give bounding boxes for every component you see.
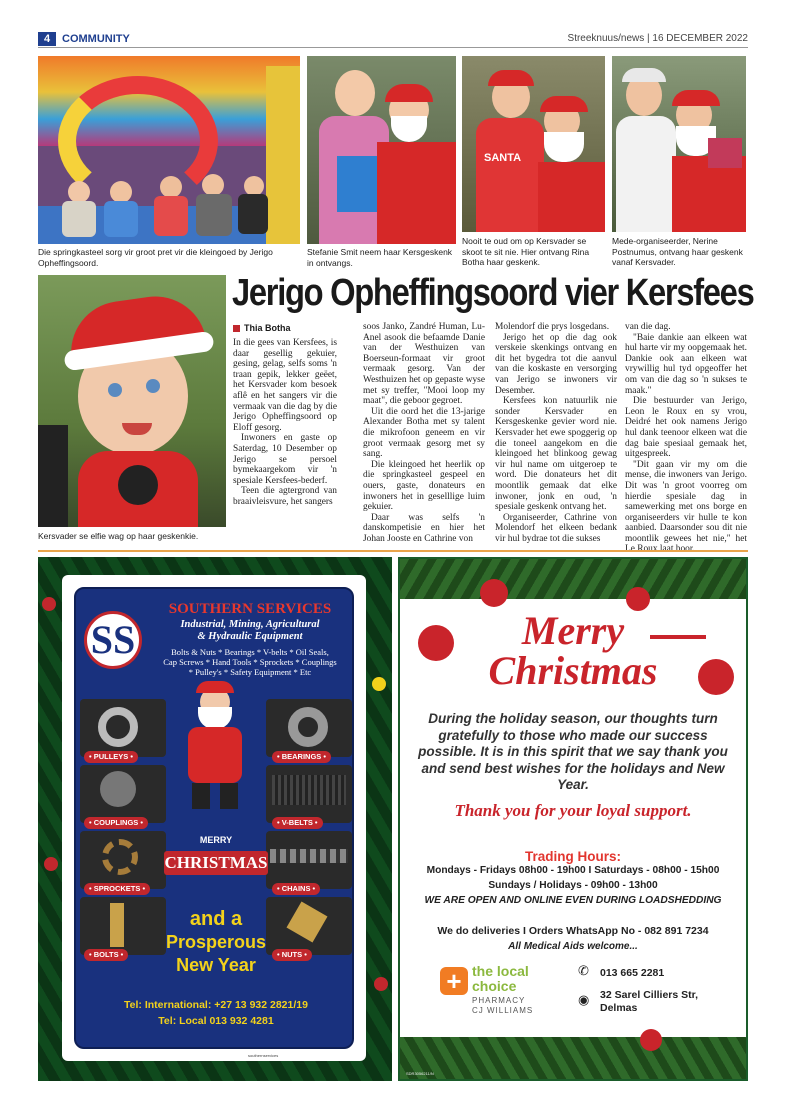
label-nuts: • NUTS •	[272, 949, 312, 961]
ornament-icon	[626, 587, 650, 611]
shirt-text: SANTA	[484, 152, 522, 164]
tel-local: Tel: Local 013 932 4281	[158, 1015, 274, 1027]
photo-elf-child	[38, 275, 226, 527]
advert-local-choice	[398, 557, 748, 1081]
merry-text: Merry	[521, 608, 625, 653]
product-line: * Pulley's * Safety Equipment * Etc	[188, 667, 312, 677]
thank-you-text: Thank you for your loyal support.	[454, 801, 692, 820]
location-pin-icon: ◉	[578, 993, 590, 1008]
article-headline: Jerigo Opheffingsoord vier Kersfees	[232, 272, 754, 314]
company-subtitle	[146, 619, 354, 643]
article-column-3	[495, 322, 617, 544]
tile-pulleys	[80, 699, 166, 757]
caption-nerine-postnumus: Mede-organiseerder, Nerine Postnumus, ontvang haar geskenk vanaf Kersvader.	[612, 236, 743, 267]
tile-couplings	[80, 765, 166, 823]
phone-number: 013 665 2281	[600, 967, 665, 979]
label-sprockets: • SPROCKETS •	[84, 883, 150, 895]
ornament-icon	[480, 579, 508, 607]
caption-stefanie-smit: Stefanie Smit neem haar Kersgeskenk in ontvangs.	[307, 247, 453, 268]
paragraph: van die dag.	[625, 322, 671, 332]
prosperous-line: Prosperous	[165, 932, 267, 952]
label-bearings: • BEARINGS •	[272, 751, 331, 763]
label-couplings: • COUPLINGS •	[84, 817, 148, 829]
caption-rina-botha: Nooit te oud om op Kersvader se skoot te sit nie. Hier ontvang Rina Botha haar geskenk.	[462, 236, 590, 267]
product-list	[146, 647, 354, 677]
paragraph: Inwoners en gaste op Saterdag, 10 Desember op Jerigo se persoel bymekaargekom vir 'n spesiale Kersfees-bederf.	[233, 433, 337, 486]
byline-marker	[233, 325, 240, 332]
advert-code: SDR3056211/N	[406, 1071, 434, 1076]
address-line-1: 32 Sarel Cilliers Str,	[600, 989, 699, 1001]
paragraph: Organiseerder, Cathrine von Molendorf het elkeen bedank vir hul bydrae tot die sukses	[495, 512, 617, 544]
deliveries-text: We do deliveries I Orders WhatsApp No - 082 891 7234	[437, 925, 709, 937]
ornament-icon	[640, 1029, 662, 1051]
label-pulleys: • PULLEYS •	[84, 751, 138, 763]
subtitle-line: & Hydraulic Equipment	[197, 631, 303, 642]
paragraph: soos Janko, Zandré Human, Lu-Anel asook die befaamde Danie van der Westhuizen van Boerseun-formaat vir groot vermaak gesorg. Van der Westhuizen het op gepaste wyse met sy treffer, "Mooi loop my maat", die geboor gegroet.	[363, 322, 485, 407]
and-a-text: and a	[189, 908, 243, 930]
paragraph: Molendorf die prys losgedans.	[495, 322, 610, 332]
section-name: COMMUNITY	[62, 33, 130, 45]
santa-figure	[180, 681, 250, 809]
article-byline	[233, 323, 291, 333]
article-column-2	[363, 322, 485, 544]
garland-top	[400, 559, 746, 599]
paragraph: In die gees van Kersfees, is daar gesellig gekuier, gesing, gelag, selfs soms 'n traan gepik, lekker geëet, het Kersvader kom besoek aflê en het sangers vir die vermaak van die dag by die Jerigo Opheffingsoord op Eloff gesorg.	[233, 338, 337, 433]
christmas-text: Christmas	[488, 648, 658, 693]
merry-text: MERRY	[199, 835, 233, 845]
paragraph: Teen die agtergrond van braaivleisvure, het sangers	[233, 486, 337, 507]
photo-nerine-postnumus	[612, 56, 746, 232]
tile-sprockets	[80, 831, 166, 889]
pharmacy-plus-icon: +	[440, 967, 468, 995]
brand-line-1: the local	[472, 963, 529, 979]
label-bolts: • BOLTS •	[84, 949, 128, 961]
prosperous-text	[164, 931, 268, 977]
article-column-1	[233, 338, 337, 508]
brand-pharmacy: PHARMACY	[472, 996, 526, 1005]
address-line-2: Delmas	[600, 1002, 638, 1014]
page-header	[38, 30, 748, 48]
tile-nuts	[266, 897, 352, 955]
advert-southern-services	[38, 557, 392, 1081]
page-number: 4	[38, 32, 56, 46]
advert-panel	[74, 587, 354, 1049]
paragraph: Die bestuurder van Jerigo, Leon le Roux en sy vrou, Deidré het ook namens Jerigo hul dank teenoor elkeen wat die dag baie spesiaal gemaak het, uitgespreek.	[625, 396, 747, 460]
publication-date: Streeknuus/news | 16 DECEMBER 2022	[567, 33, 748, 44]
new-year-line: New Year	[176, 955, 256, 975]
caption-elf-child: Kersvader se elfie wag op haar geskenkie.	[38, 531, 199, 541]
brand-cj-williams: CJ WILLIAMS	[472, 1006, 534, 1015]
paragraph: "Dit gaan vir my om die mense, die inwoners van Jerigo. Dit was 'n groot voorreg om hierdie spesiale dag in samewerking met ons borge en organiseerders vir hulle te kon aanbied. Daarsonder sou dit nie moontlik gewees het nie," het	[625, 459, 747, 544]
paragraph: Kersfees kon natuurlik nie sonder Kersvader en Kersgeskenke gevier word nie. Kersvader het ewe spoggerig op die toneel aangekom en die kleingoed het blinkoog gewag vir hul name om uitgeroep te word. Die donateurs het dit moontlik gemaak dat elke inwoner, jonk en oud, 'n spesiale geskenk ontvang het.	[495, 396, 617, 513]
tel-international: Tel: International: +27 13 932 2821/19	[124, 999, 308, 1011]
tile-chains	[266, 831, 352, 889]
section-divider	[38, 550, 748, 552]
tile-bearings	[266, 699, 352, 757]
christmas-banner: CHRISTMAS	[164, 851, 268, 875]
hours-loadshedding: WE ARE OPEN AND ONLINE EVEN DURING LOADSHEDDING	[424, 895, 722, 906]
label-vbelts: • V-BELTS •	[272, 817, 323, 829]
subtitle-line: Industrial, Mining, Agricultural	[180, 619, 320, 630]
company-name: SOUTHERN SERVICES	[168, 601, 332, 617]
photo-stefanie-smit	[307, 56, 456, 244]
medical-aids-text: All Medical Aids welcome...	[508, 941, 638, 952]
advert-card	[62, 575, 366, 1061]
product-line: Bolts & Nuts * Bearings * V-belts * Oil Seals,	[171, 647, 329, 657]
garland-bottom	[400, 1037, 746, 1079]
caption-bouncy-castle: Die springkasteel sorg vir groot pret vir die kleingoed by Jerigo Opheffingsoord.	[38, 247, 273, 268]
hours-sundays: Sundays / Holidays - 09h00 - 13h00	[488, 880, 658, 891]
paragraph: Uit die oord het die 13-jarige Alexander Botha met sy talent die mikrofoon geneem en vir groot vermaak gesorg met sy sang.	[363, 406, 485, 460]
photo-rina-botha	[462, 56, 605, 232]
hours-weekdays: Mondays - Fridays 08h00 - 19h00 I Saturdays - 08h00 - 15h00	[426, 865, 720, 876]
southern-services-logo: SS	[84, 611, 142, 669]
tile-bolts	[80, 897, 166, 955]
trading-hours-title: Trading Hours:	[524, 849, 621, 864]
label-chains: • CHAINS •	[272, 883, 320, 895]
byline-author: Thia Botha	[244, 323, 291, 333]
holiday-message: During the holiday season, our thoughts turn gratefully to those who made our success possible. It is in this spirit that we say thank you and send best wishes for the holidays and New Year.	[418, 711, 728, 792]
paragraph: Daar was selfs 'n danskompetisie en hier het Johan Jooste en Cathrine von	[363, 512, 485, 544]
phone-icon: ✆	[578, 964, 589, 979]
product-line: Cap Screws * Hand Tools * Sprockets * Couplings	[163, 657, 337, 667]
article-column-4	[625, 322, 747, 555]
photo-bouncy-castle	[38, 56, 300, 244]
tile-vbelts	[266, 765, 352, 823]
paragraph: Jerigo het op die dag ook verskeie skenkings ontvang en dit het bygedra tot die aanvul van die koskaste en versorging van Jerigo se inwoners vir Desember.	[495, 332, 617, 396]
advert-code: southernservices	[248, 1053, 279, 1058]
paragraph: Die kleingoed het heerlik op die springkasteel gespeel en ouers, gaste, donateurs en inwoners het in geselllige luim gekuier.	[363, 459, 485, 513]
merry-christmas-title	[400, 608, 746, 693]
paragraph: "Baie dankie aan elkeen wat hul harte vir my oopgemaak het. Dankie ook aan elkeen wat vrywillig hul tyd opgeoffer het om van die dag so 'n sukses te maak."	[625, 332, 747, 396]
brand-line-2: choice	[472, 978, 517, 994]
